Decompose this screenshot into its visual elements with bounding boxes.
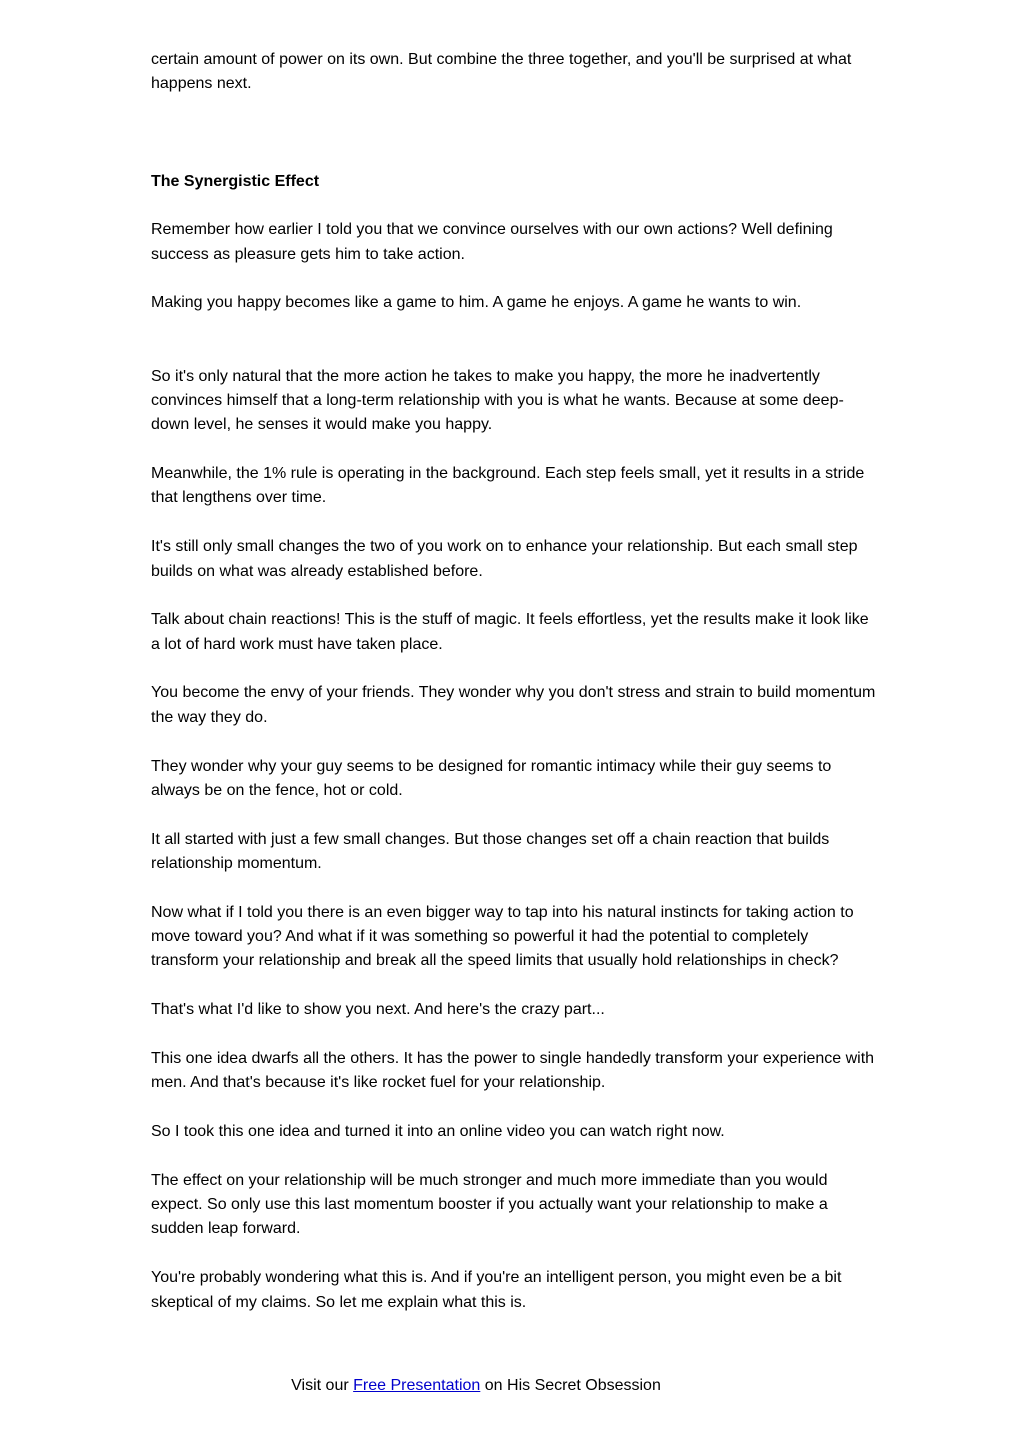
paragraph: This one idea dwarfs all the others. It has the power to single handedly transform your experience with men. And that's because it's like rocket fuel for your relationship. [151, 1049, 875, 1092]
footer-prefix: Visit our [291, 1377, 349, 1394]
paragraph: They wonder why your guy seems to be designed for romantic intimacy while their guy seems to always be on the fence, hot or cold. [151, 757, 832, 799]
paragraph: Talk about chain reactions! This is the stuff of magic. It feels effortless, yet the results make it look like a lot of hard work must have taken place. [151, 611, 869, 653]
section-heading: The Synergistic Effect [151, 172, 320, 190]
paragraph: So I took this one idea and turned it into an online video you can watch right now. [151, 1123, 725, 1141]
free-presentation-link[interactable]: Free Presentation [353, 1377, 481, 1394]
page-footer [0, 1374, 952, 1398]
spacer [151, 97, 877, 170]
spacer [151, 316, 877, 365]
paragraph: You're probably wondering what this is. And if you're an intelligent person, you might even be a bit skeptical of my claims. So let me explain what this is. [151, 1269, 842, 1311]
intro-paragraph: certain amount of power on its own. But combine the three together, and you'll be surprised at what happens next. [151, 51, 852, 93]
paragraph: It's still only small changes the two of you work on to enhance your relationship. But each small step builds on what was already established before. [151, 538, 858, 580]
paragraph: The effect on your relationship will be much stronger and much more immediate than you would expect. So only use this last momentum booster if you actually want your relationship to make a sudden leap forward. [151, 1171, 828, 1238]
paragraph: Meanwhile, the 1% rule is operating in the background. Each step feels small, yet it results in a stride that lengthens over time. [151, 465, 865, 507]
footer-suffix: on His Secret Obsession [484, 1377, 661, 1394]
paragraph: Remember how earlier I told you that we convince ourselves with our own actions? Well defining success as pleasure gets him to take action. [151, 221, 833, 263]
paragraph: You become the envy of your friends. They wonder why you don't stress and strain to build momentum the way they do. [151, 684, 876, 726]
paragraph: So it's only natural that the more action he takes to make you happy, the more he inadvertently convinces himself that a long-term relationship with you is what he wants. Because at some deep-down level, he senses it would make you happy. [151, 367, 844, 434]
document-body [151, 48, 877, 1315]
paragraph: Making you happy becomes like a game to him. A game he enjoys. A game he wants to win. [151, 294, 802, 312]
paragraph: It all started with just a few small changes. But those changes set off a chain reaction that builds relationship momentum. [151, 830, 830, 872]
paragraph: That's what I'd like to show you next. And here's the crazy part... [151, 1001, 605, 1019]
paragraph: Now what if I told you there is an even bigger way to tap into his natural instincts for taking action to move toward you? And what if it was something so powerful it had the potential to completely transform your relationship and break all the speed limits that usually hold relationships in check? [151, 903, 854, 970]
